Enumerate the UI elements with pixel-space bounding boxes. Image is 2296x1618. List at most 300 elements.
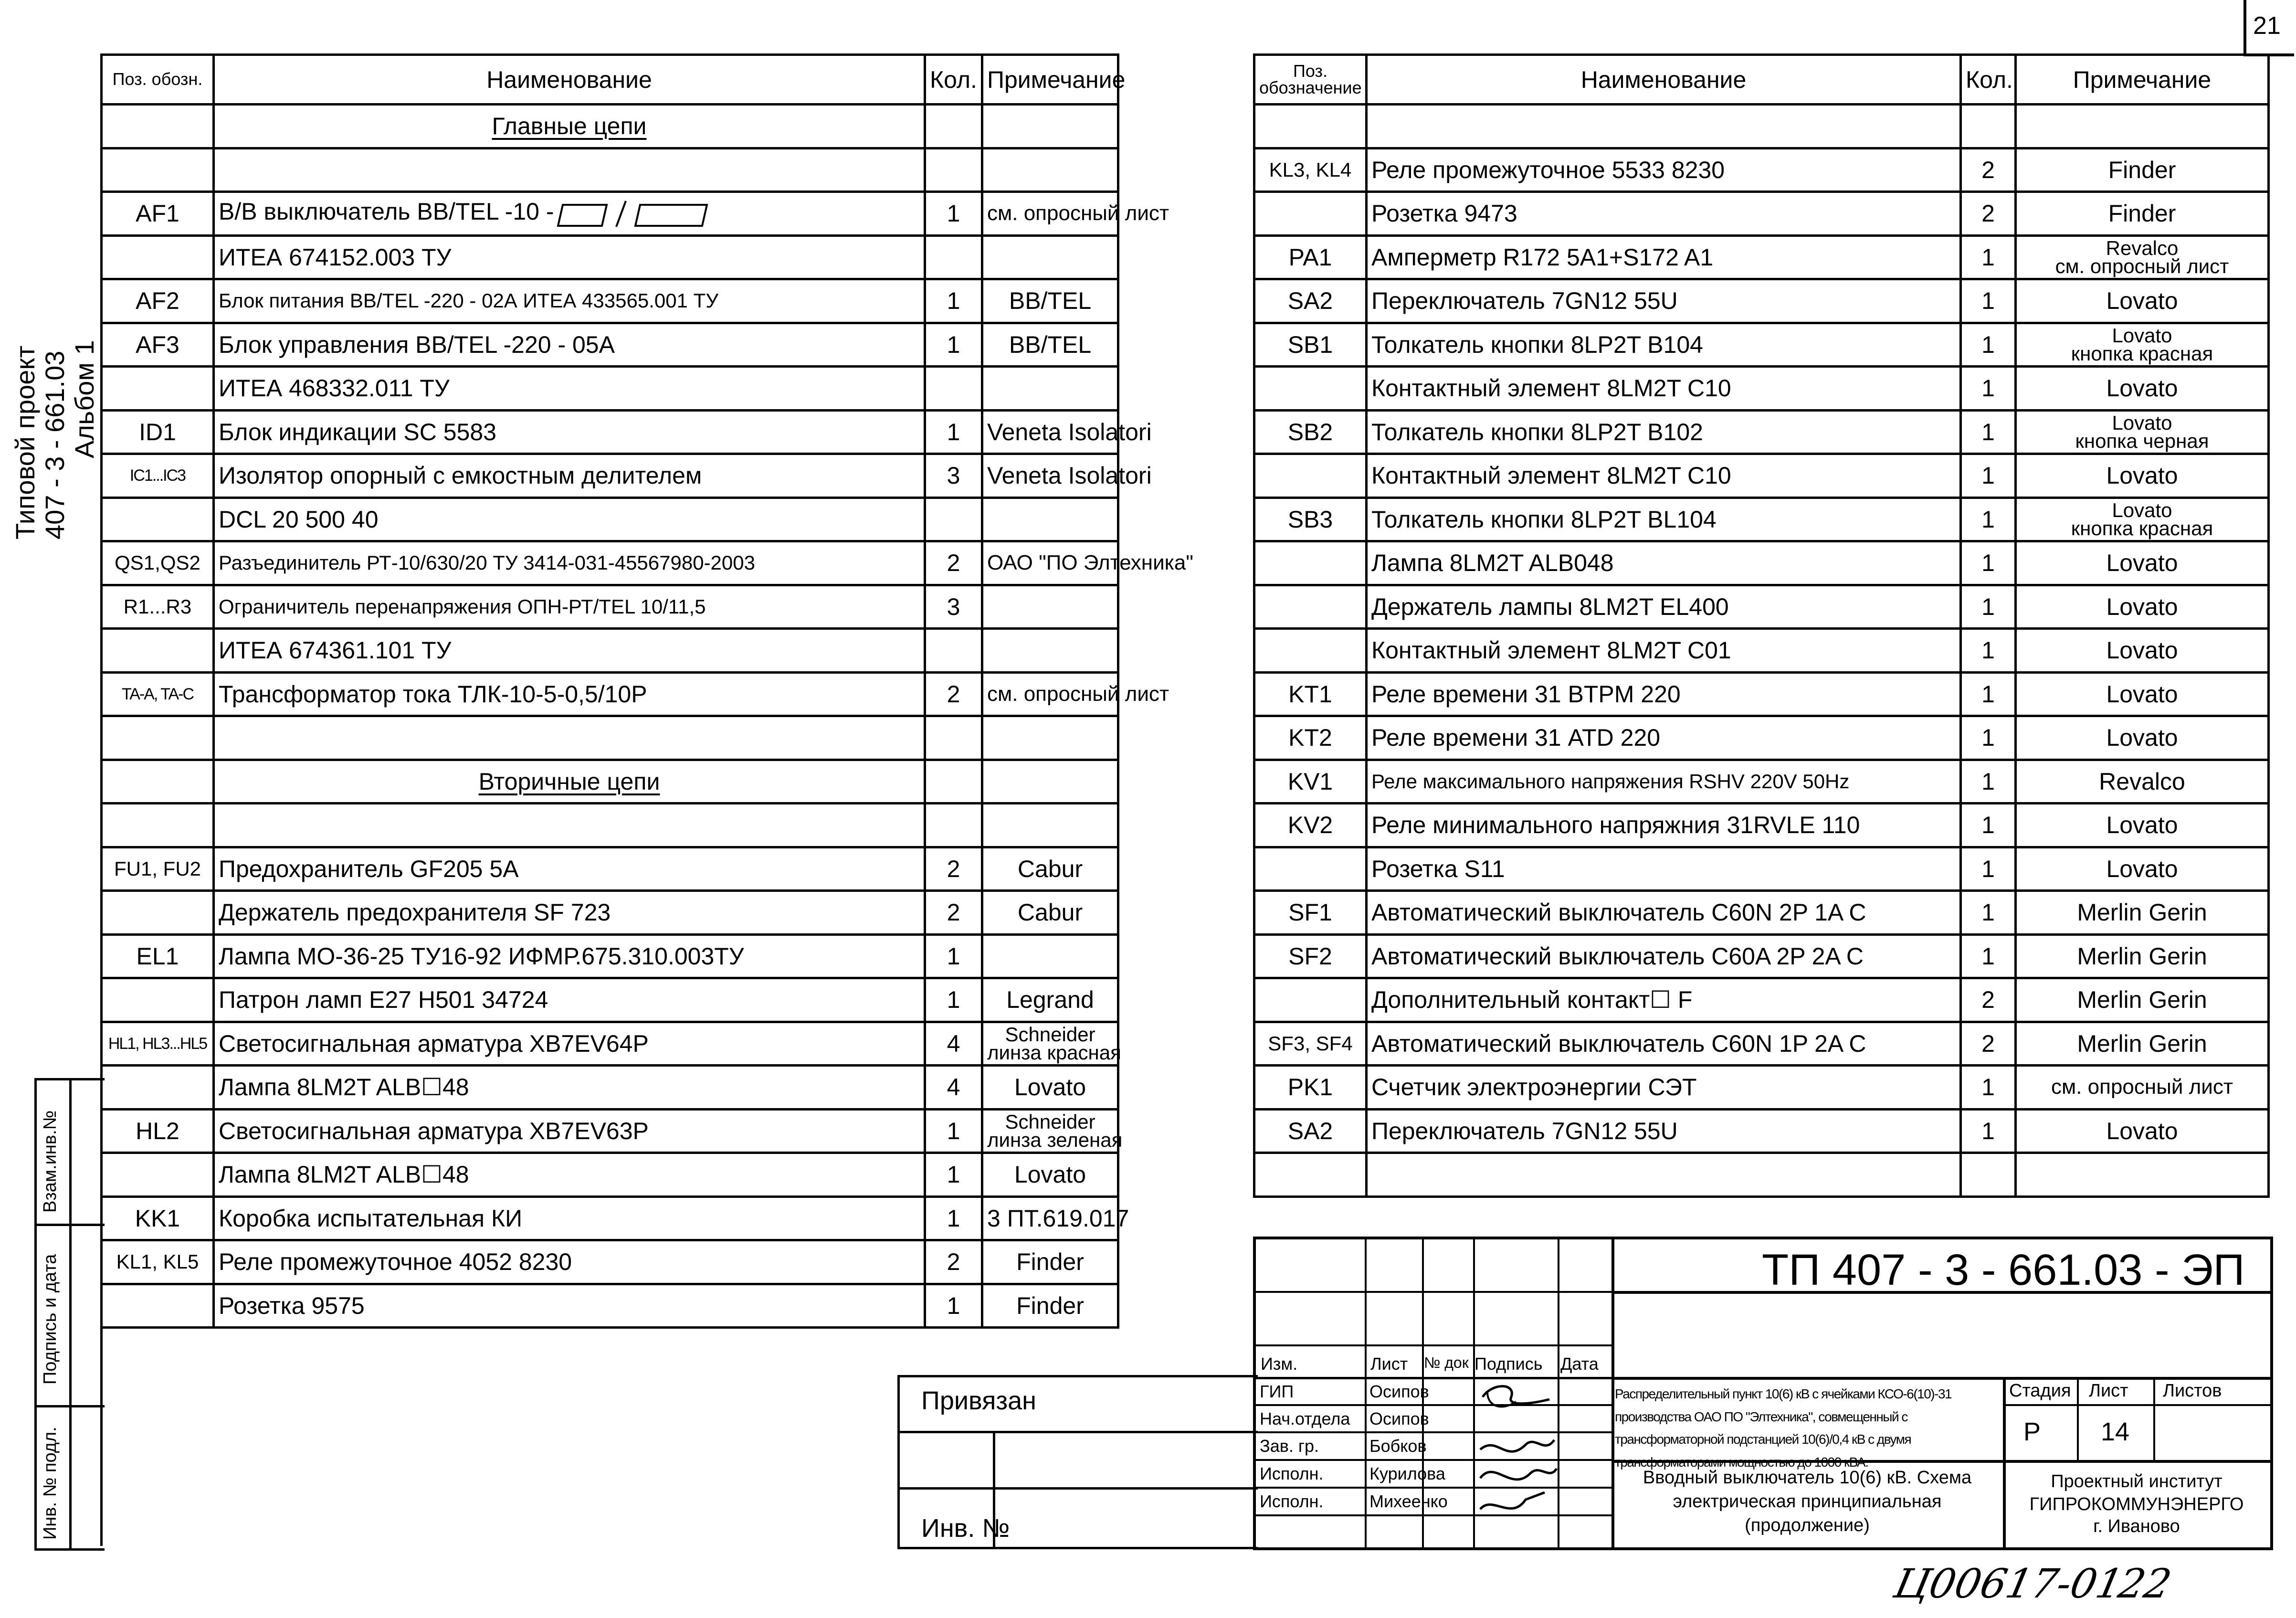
row-name-text: Предохранитель GF205 5A [219, 855, 519, 882]
table-row [102, 1240, 1118, 1284]
row-name-text: ИТЕА 674361.101 ТУ [219, 637, 452, 664]
row-note [982, 148, 1118, 192]
row-qty: 2 [1961, 192, 2016, 236]
table-row [102, 1196, 1118, 1240]
row-pos: HL1, HL3...HL5 [102, 1022, 214, 1066]
row-note: Lovato [2016, 454, 2269, 498]
row-pos: AF2 [102, 279, 214, 323]
table-row [1254, 367, 2269, 411]
row-name [1367, 847, 1961, 891]
row-pos: PA1 [1254, 235, 1367, 279]
staff-name: Осипов [1369, 1409, 1429, 1428]
row-qty [925, 497, 982, 541]
row-name-text: Главные цепи [492, 113, 647, 140]
row-pos: TA-A, TA-C [102, 672, 214, 716]
row-pos [1254, 541, 1367, 585]
privyazan-block [897, 1375, 1258, 1549]
left-header-name: Наименование [214, 55, 925, 105]
row-note: см. опросный лист [2016, 1066, 2269, 1110]
row-note-line1: Lovato [2112, 498, 2172, 521]
row-name [214, 716, 925, 760]
sheet-title-line2: электрическая принципиальная [1673, 1491, 1942, 1512]
row-note: BB/TEL [982, 323, 1118, 367]
row-note: Veneta Isolatori [982, 410, 1118, 454]
row-qty: 2 [1961, 148, 2016, 192]
table-row [1254, 192, 2269, 236]
row-qty: 1 [925, 978, 982, 1022]
row-note: Lovato [2016, 367, 2269, 411]
row-name-text: Светосигнальная арматура XB7EV63P [219, 1117, 649, 1144]
table-row [102, 1284, 1118, 1328]
row-note [982, 760, 1118, 804]
row-pos: SB3 [1254, 497, 1367, 541]
row-name-text: Автоматический выключатель C60N 2P 1A C [1371, 899, 1866, 926]
row-name [214, 541, 925, 585]
row-note [2016, 323, 2269, 367]
row-name [214, 367, 925, 411]
row-pos: PK1 [1254, 1066, 1367, 1110]
row-name [214, 760, 925, 804]
blank-box-icons [554, 198, 716, 225]
right-header-note: Примечание [2016, 55, 2269, 105]
row-note: Lovato [2016, 585, 2269, 629]
row-note: Cabur [982, 847, 1118, 891]
table-row [102, 192, 1118, 236]
row-qty [925, 716, 982, 760]
table-row [1254, 804, 2269, 847]
org-line3: г. Иваново [2093, 1516, 2180, 1536]
row-note [982, 585, 1118, 629]
staff-role: Нач.отдела [1260, 1409, 1350, 1428]
row-pos: QS1,QS2 [102, 541, 214, 585]
row-name-text: Контактный элемент 8LM2T C01 [1371, 637, 1731, 664]
row-name [214, 279, 925, 323]
row-name-text: Светосигнальная арматура XB7EV64P [219, 1030, 649, 1057]
row-name [1367, 323, 1961, 367]
row-name-text: Толкатель кнопки 8LP2T BL104 [1371, 506, 1717, 533]
row-note: BB/TEL [982, 279, 1118, 323]
tb-izm-label: Изм. [1261, 1354, 1298, 1374]
table-row [102, 454, 1118, 498]
row-name [214, 323, 925, 367]
row-pos: KL3, KL4 [1254, 148, 1367, 192]
row-pos [1254, 105, 1367, 148]
row-name-text: Вторичные цепи [478, 768, 660, 795]
row-note-line2: линза зеленая [987, 1128, 1123, 1151]
row-qty [1961, 1153, 2016, 1197]
row-note [982, 1109, 1123, 1153]
table-row [102, 1066, 1118, 1110]
stamp-vzam-label: Взам.инв.№ [40, 1110, 60, 1213]
table-row [102, 716, 1118, 760]
table-row [1254, 454, 2269, 498]
row-name-text: Держатель лампы 8LM2T EL400 [1371, 593, 1729, 620]
row-qty: 4 [925, 1022, 982, 1066]
table-row [102, 279, 1118, 323]
row-name [1367, 1022, 1961, 1066]
table-row [102, 148, 1118, 192]
row-pos: KV1 [1254, 760, 1367, 804]
row-name [1367, 1066, 1961, 1110]
row-qty: 3 [925, 454, 982, 498]
row-qty: 1 [1961, 760, 2016, 804]
row-name [1367, 497, 1961, 541]
row-note: Finder [2016, 148, 2269, 192]
row-pos: KK1 [102, 1196, 214, 1240]
row-qty: 1 [1961, 497, 2016, 541]
row-name-text: Счетчик электроэнергии СЭТ [1371, 1074, 1697, 1101]
row-name [214, 1284, 925, 1328]
row-pos [1254, 847, 1367, 891]
org-line1: Проектный институт [2051, 1471, 2222, 1491]
row-pos: HL2 [102, 1109, 214, 1153]
row-name-text: Патрон ламп Е27 H501 34724 [219, 986, 548, 1014]
row-name [1367, 541, 1961, 585]
row-pos: SF2 [1254, 934, 1367, 978]
listov-label: Листов [2163, 1381, 2222, 1401]
document-code: ТП 407 - 3 - 661.03 - ЭП [1762, 1246, 2245, 1294]
staff-role: Исполн. [1260, 1464, 1324, 1483]
row-qty [925, 105, 982, 148]
row-name [1367, 367, 1961, 411]
row-note [2016, 497, 2269, 541]
row-pos: SA2 [1254, 279, 1367, 323]
row-name-text: Толкатель кнопки 8LP2T B102 [1371, 418, 1703, 445]
row-note: Revalco [2016, 760, 2269, 804]
row-pos [1254, 454, 1367, 498]
row-name [214, 847, 925, 891]
row-pos: IC1...IC3 [102, 454, 214, 498]
row-pos: SA2 [1254, 1109, 1367, 1153]
row-name-text: Лампа 8LM2T ALB☐48 [219, 1161, 469, 1188]
row-name [214, 192, 925, 236]
row-note: Veneta Isolatori [982, 454, 1118, 498]
row-qty: 1 [1961, 804, 2016, 847]
row-pos: EL1 [102, 934, 214, 978]
table-row [1254, 323, 2269, 367]
object-description: Распределительный пункт 10(6) кВ с ячейками КСО-6(10)-31 производства ОАО ПО "Элтехника", совмещенный с трансформаторной подстанцией 10(6)/0,4 кВ с двумя трансформаторами мощностью до 1000 кВА. [1615, 1386, 1952, 1470]
row-name [1367, 1109, 1961, 1153]
row-note: Finder [982, 1284, 1118, 1328]
row-pos [102, 891, 214, 935]
row-name-text: Дополнительный контакт☐ F [1371, 986, 1693, 1014]
handwritten-page-number: 22 [2114, 1560, 2176, 1607]
row-note: Legrand [982, 978, 1118, 1022]
row-note-line2: кнопка черная [2075, 429, 2209, 452]
stamp-podpis-label: Подпись и дата [40, 1254, 60, 1385]
left-header-note: Примечание [982, 55, 1118, 105]
row-qty: 2 [1961, 1022, 2016, 1066]
row-name [1367, 978, 1961, 1022]
table-row [1254, 279, 2269, 323]
table-row [1254, 847, 2269, 891]
row-note-line1: Lovato [2112, 411, 2172, 434]
row-name-text: Контактный элемент 8LM2T C10 [1371, 375, 1731, 402]
row-qty: 1 [925, 410, 982, 454]
staff-name: Курилова [1369, 1464, 1445, 1483]
left-header-qty: Кол. [925, 55, 982, 105]
table-row [102, 629, 1118, 673]
row-pos: AF1 [102, 192, 214, 236]
row-name [214, 891, 925, 935]
table-row [102, 847, 1118, 891]
row-name-text: Лампа 8LM2T ALB048 [1371, 550, 1614, 577]
table-row [1254, 1109, 2269, 1153]
table-row [102, 804, 1118, 847]
row-qty: 1 [1961, 672, 2016, 716]
row-name-text: Переключатель 7GN12 55U [1371, 287, 1678, 315]
row-pos: SF3, SF4 [1254, 1022, 1367, 1066]
row-qty: 4 [925, 1066, 982, 1110]
row-name [1367, 934, 1961, 978]
row-name-text: Реле промежуточное 4052 8230 [219, 1248, 572, 1276]
row-qty: 1 [1961, 410, 2016, 454]
tb-data-label: Дата [1560, 1354, 1599, 1374]
row-name [1367, 148, 1961, 192]
row-pos: KT2 [1254, 716, 1367, 760]
table-row [102, 891, 1118, 935]
row-name-text: Лампа 8LM2T ALB☐48 [219, 1074, 469, 1101]
row-pos [1254, 192, 1367, 236]
side-project-line2: 407 - 3 - 661.03 [40, 350, 70, 539]
row-name-text: Изолятор опорный с емкостным делителем [219, 462, 702, 489]
row-qty: 1 [1961, 454, 2016, 498]
row-name [214, 454, 925, 498]
row-name [214, 1109, 925, 1153]
list-value: 14 [2101, 1417, 2130, 1446]
row-qty: 2 [925, 1240, 982, 1284]
staff-role: ГИП [1260, 1382, 1294, 1401]
row-qty: 1 [925, 1196, 982, 1240]
row-name [214, 148, 925, 192]
row-note: см. опросный лист [982, 672, 1118, 716]
row-pos [102, 1284, 214, 1328]
row-note-line2: кнопка красная [2071, 517, 2213, 539]
page-number: 21 [2253, 12, 2281, 40]
row-note [982, 716, 1118, 760]
row-note-line2: кнопка красная [2071, 342, 2213, 365]
row-qty: 1 [1961, 367, 2016, 411]
row-name [1367, 760, 1961, 804]
staff-role: Зав. гр. [1260, 1436, 1319, 1456]
right-header-name: Наименование [1367, 55, 1961, 105]
table-row [1254, 1066, 2269, 1110]
row-qty: 1 [1961, 1066, 2016, 1110]
tb-list-label: Лист [1370, 1354, 1408, 1374]
row-pos [102, 629, 214, 673]
row-qty: 1 [1961, 323, 2016, 367]
left-table-header [102, 55, 1118, 105]
row-name-text: Держатель предохранителя SF 723 [219, 899, 611, 926]
row-qty [925, 235, 982, 279]
row-qty: 1 [1961, 629, 2016, 673]
row-name-text: Контактный элемент 8LM2T C10 [1371, 462, 1731, 489]
table-row [102, 410, 1118, 454]
row-pos: SF1 [1254, 891, 1367, 935]
row-pos: ID1 [102, 410, 214, 454]
row-name [1367, 891, 1961, 935]
row-name-text: Автоматический выключатель C60A 2P 2A C [1371, 942, 1864, 970]
row-pos: SB1 [1254, 323, 1367, 367]
row-name-text: Автоматический выключатель C60N 1P 2A C [1371, 1030, 1866, 1057]
row-note [982, 367, 1118, 411]
right-header-qty: Кол. [1961, 55, 2016, 105]
table-row [1254, 891, 2269, 935]
row-note: Finder [2016, 192, 2269, 236]
left-header-pos: Поз. обозн. [102, 55, 214, 105]
row-note-line1: Lovato [2112, 324, 2172, 347]
row-name-text: DCL 20 500 40 [219, 506, 379, 533]
stamp-inv-label: Инв. № подл. [40, 1427, 60, 1540]
row-pos [102, 1153, 214, 1197]
row-name [1367, 672, 1961, 716]
row-name-text: Блок управления BB/TEL -220 - 05A [219, 331, 615, 358]
row-pos [102, 148, 214, 192]
row-note: Lovato [2016, 279, 2269, 323]
side-project-line3: Альбом 1 [69, 340, 99, 458]
row-name [1367, 804, 1961, 847]
row-qty: 3 [925, 585, 982, 629]
table-row [1254, 585, 2269, 629]
table-row [1254, 497, 2269, 541]
table-row [102, 760, 1118, 804]
row-name [214, 1022, 925, 1066]
stadia-value: Р [2023, 1417, 2041, 1446]
row-name [214, 629, 925, 673]
row-pos [1254, 629, 1367, 673]
row-name [1367, 716, 1961, 760]
table-row [102, 541, 1118, 585]
row-pos: KV2 [1254, 804, 1367, 847]
table-row [1254, 978, 2269, 1022]
stadia-label: Стадия [2009, 1381, 2071, 1401]
row-note-line2: см. опросный лист [2055, 254, 2229, 277]
row-qty: 2 [1961, 978, 2016, 1022]
row-qty: 1 [925, 934, 982, 978]
title-block [1253, 1237, 2273, 1550]
list-label: Лист [2089, 1381, 2128, 1401]
table-row [1254, 410, 2269, 454]
row-name [214, 585, 925, 629]
table-row [102, 1153, 1118, 1197]
row-qty: 1 [1961, 716, 2016, 760]
row-note [982, 105, 1118, 148]
row-note: Lovato [2016, 847, 2269, 891]
row-qty: 1 [925, 192, 982, 236]
row-note [2016, 1153, 2269, 1197]
sheet-title-line3: (продолжение) [1745, 1515, 1870, 1535]
inv-no-label: Инв. № [921, 1514, 1010, 1543]
row-note [982, 1022, 1121, 1066]
table-row [1254, 629, 2269, 673]
row-qty [925, 148, 982, 192]
row-name [214, 105, 925, 148]
row-pos: KL1, KL5 [102, 1240, 214, 1284]
row-note-line2: линза красная [987, 1041, 1121, 1064]
row-qty: 1 [1961, 847, 2016, 891]
row-name-text: Реле максимального напряжения RSHV 220V 50Hz [1371, 770, 1850, 793]
row-note [982, 497, 1118, 541]
row-note: см. опросный лист [982, 192, 1118, 236]
row-name [214, 235, 925, 279]
table-row [1254, 1022, 2269, 1066]
table-row [102, 585, 1118, 629]
table-row [102, 323, 1118, 367]
row-pos [102, 1066, 214, 1110]
row-pos [102, 367, 214, 411]
row-qty: 2 [925, 541, 982, 585]
row-name [214, 1153, 925, 1197]
row-qty: 1 [925, 323, 982, 367]
row-qty: 1 [1961, 1109, 2016, 1153]
row-name [214, 1196, 925, 1240]
row-pos: R1...R3 [102, 585, 214, 629]
right-header-pos: Поз. обозначение [1254, 55, 1367, 105]
row-note: Merlin Gerin [2016, 934, 2269, 978]
row-name-text: Коробка испытательная КИ [219, 1205, 523, 1232]
row-note: Merlin Gerin [2016, 978, 2269, 1022]
row-note [982, 934, 1118, 978]
row-note: ОАО "ПО Элтехника" [982, 541, 1118, 585]
row-qty: 2 [925, 672, 982, 716]
left-specification-table [100, 53, 1193, 1329]
row-name [1367, 410, 1961, 454]
row-note [2016, 235, 2269, 279]
row-pos [1254, 1153, 1367, 1197]
row-name-text: Амперметр R172 5A1+S172 A1 [1371, 243, 1714, 271]
row-name [1367, 1153, 1961, 1197]
table-row [102, 235, 1118, 279]
row-note: Lovato [2016, 804, 2269, 847]
row-name [1367, 585, 1961, 629]
tb-ndok-label: № док [1424, 1354, 1469, 1371]
table-row [1254, 235, 2269, 279]
row-name-text: Лампа МО-36-25 ТУ16-92 ИФМР.675.310.003ТУ [219, 942, 744, 970]
signatures-image [1473, 1378, 1559, 1547]
row-qty: 1 [1961, 279, 2016, 323]
row-qty [925, 760, 982, 804]
table-row [102, 978, 1118, 1022]
row-name [1367, 279, 1961, 323]
staff-name: Осипов [1369, 1382, 1429, 1401]
row-qty: 1 [925, 1153, 982, 1197]
row-qty [925, 367, 982, 411]
row-name-text: Розетка 9473 [1371, 200, 1517, 227]
row-note: Lovato [982, 1153, 1118, 1197]
row-pos: SB2 [1254, 410, 1367, 454]
table-row [102, 1109, 1118, 1153]
row-name [1367, 192, 1961, 236]
row-pos [102, 804, 214, 847]
tb-podpis-label: Подпись [1474, 1354, 1543, 1374]
row-note: Merlin Gerin [2016, 1022, 2269, 1066]
row-qty: 1 [925, 1109, 982, 1153]
row-pos [102, 105, 214, 148]
row-name-text: ИТЕА 468332.011 ТУ [219, 375, 450, 402]
row-note: Finder [982, 1240, 1118, 1284]
row-note [2016, 410, 2269, 454]
row-pos [1254, 585, 1367, 629]
row-note-line1: Revalco [2106, 236, 2179, 259]
table-row [1254, 105, 2269, 148]
row-note: Lovato [2016, 672, 2269, 716]
row-note: Lovato [2016, 629, 2269, 673]
table-row [1254, 716, 2269, 760]
row-name-text: Реле времени 31 ATD 220 [1371, 724, 1661, 751]
row-note [982, 629, 1118, 673]
row-pos: AF3 [102, 323, 214, 367]
row-pos [102, 760, 214, 804]
